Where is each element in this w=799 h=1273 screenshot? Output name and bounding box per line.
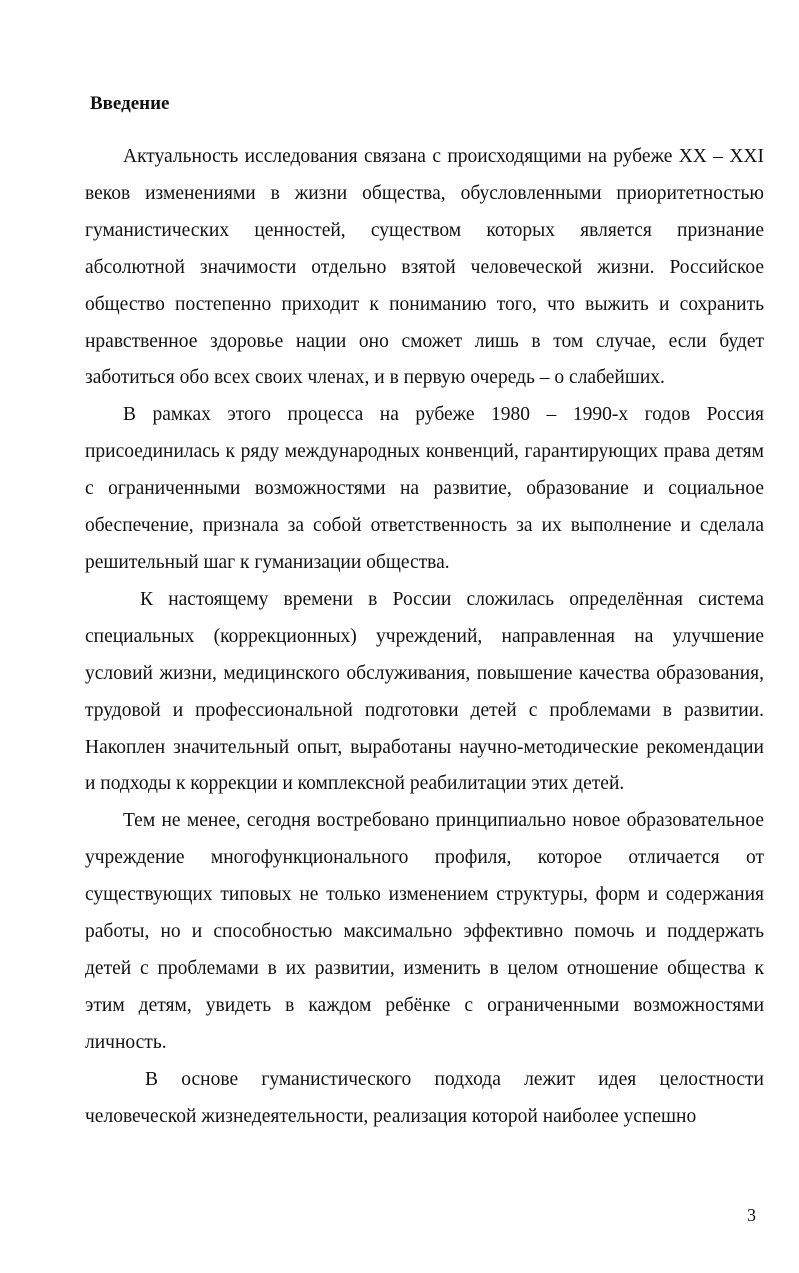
paragraph-new-institution: Тем не менее, сегодня востребовано принципиально новое образовательное учреждение многофункционального профиля, которое отличается от существующих типовых не только изменением структуры, форм и содержания работы, но и способностью максимально эффективно помочь и поддержать детей с проблемами в их развитии, изменить в целом отношение общества к этим детям, увидеть в каждом ребёнке с ограниченными возможностями личность. xyxy=(85,810,764,1053)
paragraph-conventions: В рамках этого процесса на рубеже 1980 – 1990-х годов Россия присоединилась к ряду международных конвенций, гарантирующих права детям с ограниченными возможностями на развитие, образование и социальное обеспечение, признала за собой ответственность за их выполнение и сделала решительный шаг к гуманизации общества. xyxy=(85,404,764,573)
paragraph-relevance: Актуальность исследования связана с происходящими на рубеже XX – XXI веков изменениями в жизни общества, обусловленными приоритетностью гуманистических ценностей, существом которых является признание абсолютной значимости отдельно взятой человеческой жизни. Российское общество постепенно приходит к пониманию того, что выжить и сохранить нравственное здоровье нации оно сможет лишь в том случае, если будет заботиться обо всех своих членах, и в первую очередь – о слабейших. xyxy=(85,146,764,389)
page-number: 3 xyxy=(747,1205,756,1225)
section-heading: Введение xyxy=(90,93,170,114)
paragraph-special-institutions: К настоящему времени в России сложилась определённая система специальных (коррекционных) учреждений, направленная на улучшение условий жизни, медицинского обслуживания, повышение качества образования, трудовой и профессиональной подготовки детей с проблемами в развитии. Накоплен значительный опыт, выработаны научно-методические рекомендации и подходы к коррекции и комплексной реабилитации этих детей. xyxy=(85,588,764,795)
body-text xyxy=(85,139,764,1135)
paragraph-humanistic-approach: В основе гуманистического подхода лежит идея целостности человеческой жизнедеятельности, реализация которой наиболее успешно xyxy=(85,1068,764,1127)
